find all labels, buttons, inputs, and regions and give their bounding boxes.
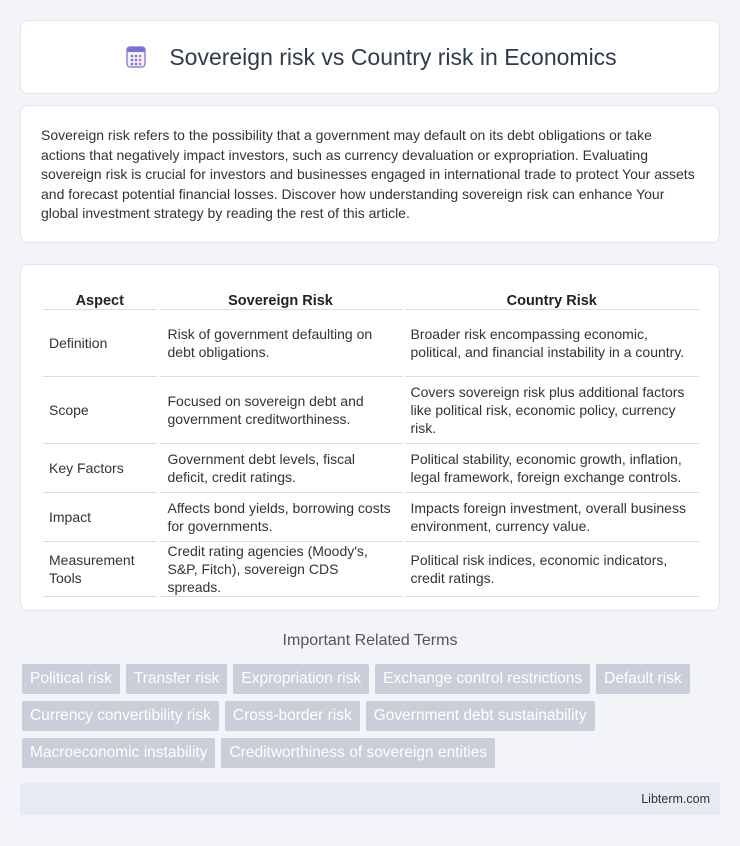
tag-cross-border-risk[interactable]: Cross-border risk — [225, 701, 360, 731]
cell-country: Broader risk encompassing economic, political, and financial instability in a country. — [403, 309, 699, 376]
footer-site-link[interactable]: Libterm.com — [641, 792, 710, 806]
page-title: Sovereign risk vs Country risk in Economics — [169, 43, 617, 70]
header-country-risk: Country Risk — [403, 285, 699, 309]
comparison-table-card — [20, 264, 720, 611]
related-terms-list — [22, 664, 722, 775]
table-header-row — [43, 285, 699, 309]
cell-country: Political stability, economic growth, inflation, legal framework, foreign exchange controls. — [403, 443, 699, 492]
comparison-table — [43, 285, 699, 597]
tag-row — [22, 738, 722, 768]
cell-aspect: Definition — [43, 309, 158, 376]
intro-paragraph: Sovereign risk refers to the possibility that a government may default on its debt obligations or take actions that negatively impact investors, such as currency devaluation or expropriation. Evaluating sovereign risk is crucial for investors and businesses engaged in international trade to protect Your assets and forecast potential financial losses. Discover how understanding sovereign risk can enhance Your global investment strategy by reading the rest of this article. — [41, 127, 695, 221]
tag-political-risk[interactable]: Political risk — [22, 664, 120, 694]
tag-transfer-risk[interactable]: Transfer risk — [126, 664, 228, 694]
cell-sovereign: Risk of government defaulting on debt obligations. — [158, 309, 403, 376]
tag-exchange-control-restrictions[interactable]: Exchange control restrictions — [375, 664, 590, 694]
cell-sovereign: Government debt levels, fiscal deficit, credit ratings. — [158, 443, 403, 492]
table-row — [43, 376, 699, 443]
tag-government-debt-sustainability[interactable]: Government debt sustainability — [366, 701, 595, 731]
cell-aspect: Measurement Tools — [43, 541, 158, 596]
cell-country: Covers sovereign risk plus additional factors like political risk, economic policy, currency risk. — [403, 376, 699, 443]
tag-creditworthiness-of-sovereign-entities[interactable]: Creditworthiness of sovereign entities — [221, 738, 495, 768]
calculator-icon — [123, 44, 149, 70]
table-row — [43, 541, 699, 596]
table-row — [43, 443, 699, 492]
cell-country: Political risk indices, economic indicators, credit ratings. — [403, 541, 699, 596]
cell-sovereign: Focused on sovereign debt and government creditworthiness. — [158, 376, 403, 443]
tag-default-risk[interactable]: Default risk — [596, 664, 690, 694]
cell-aspect: Key Factors — [43, 443, 158, 492]
related-terms-title: Important Related Terms — [282, 632, 458, 649]
tag-currency-convertibility-risk[interactable]: Currency convertibility risk — [22, 701, 219, 731]
cell-sovereign: Credit rating agencies (Moody's, S&P, Fitch), sovereign CDS spreads. — [158, 541, 403, 596]
header-sovereign-risk: Sovereign Risk — [158, 285, 403, 309]
footer — [20, 783, 720, 815]
table-row — [43, 492, 699, 541]
table-row — [43, 309, 699, 376]
cell-aspect: Scope — [43, 376, 158, 443]
header-aspect: Aspect — [43, 285, 158, 309]
title-card — [20, 20, 720, 94]
tag-expropriation-risk[interactable]: Expropriation risk — [233, 664, 369, 694]
cell-aspect: Impact — [43, 492, 158, 541]
cell-country: Impacts foreign investment, overall business environment, currency value. — [403, 492, 699, 541]
tag-row — [22, 701, 722, 731]
cell-sovereign: Affects bond yields, borrowing costs for governments. — [158, 492, 403, 541]
intro-card — [20, 105, 720, 243]
tag-row — [22, 664, 722, 694]
tag-macroeconomic-instability[interactable]: Macroeconomic instability — [22, 738, 215, 768]
